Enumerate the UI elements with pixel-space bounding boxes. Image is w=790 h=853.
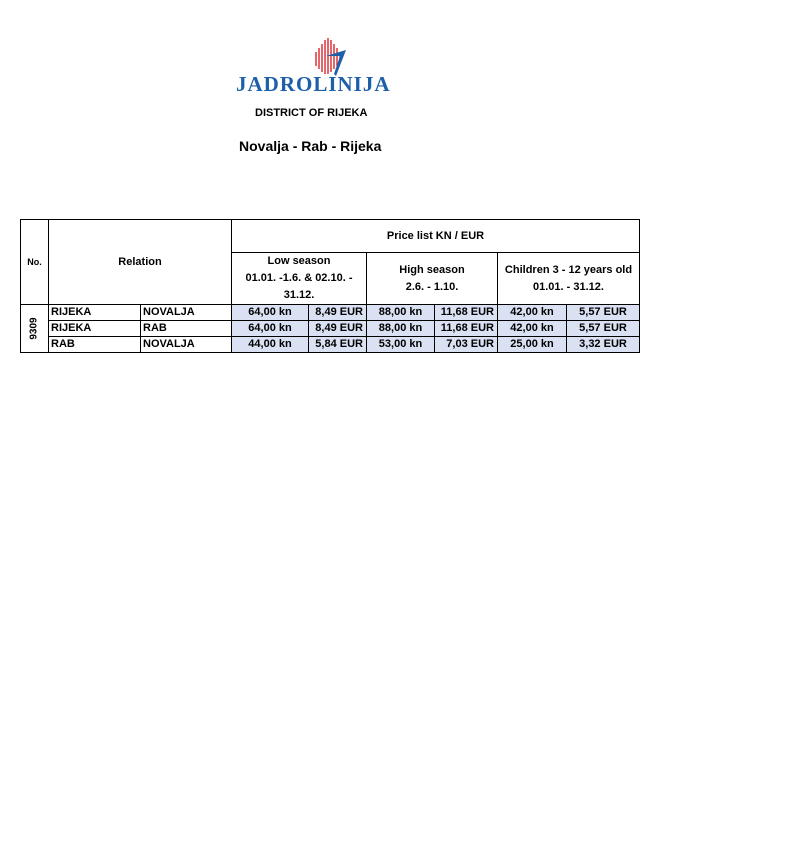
children-name: Children 3 - 12 years old [504,263,633,276]
row-from: RAB [49,337,141,353]
header-children [498,253,640,305]
child-eur: 5,57 EUR [567,305,640,321]
row-to: NOVALJA [141,337,232,353]
low-kn: 44,00 kn [232,337,309,353]
line-number: 9309 [21,305,49,353]
high-season-name: High season [399,263,465,276]
row-from: RIJEKA [49,321,141,337]
low-season-dates: 01.01. -1.6. & 02.10. - 31.12. [245,272,353,301]
header-high-season [367,253,498,305]
page-title: Novalja - Rab - Rijeka [239,138,382,154]
high-eur: 7,03 EUR [435,337,498,353]
table-row [21,321,640,337]
low-eur: 8,49 EUR [309,321,367,337]
high-kn: 53,00 kn [367,337,435,353]
child-eur: 3,32 EUR [567,337,640,353]
low-kn: 64,00 kn [232,321,309,337]
header-relation: Relation [49,220,232,305]
high-kn: 88,00 kn [367,305,435,321]
table-row [21,305,640,321]
price-table [20,219,640,353]
table-row [21,337,640,353]
low-eur: 8,49 EUR [309,305,367,321]
brand-name: JADROLINIJA [236,72,391,96]
high-season-dates: 2.6. - 1.10. [405,280,459,293]
header-no: No. [21,220,49,305]
row-to: RAB [141,321,232,337]
child-kn: 25,00 kn [498,337,567,353]
low-eur: 5,84 EUR [309,337,367,353]
child-kn: 42,00 kn [498,305,567,321]
child-eur: 5,57 EUR [567,321,640,337]
children-dates: 01.01. - 31.12. [533,280,604,293]
high-eur: 11,68 EUR [435,305,498,321]
header-low-season [232,253,367,305]
high-kn: 88,00 kn [367,321,435,337]
row-to: NOVALJA [141,305,232,321]
child-kn: 42,00 kn [498,321,567,337]
high-eur: 11,68 EUR [435,321,498,337]
low-season-name: Low season [267,255,331,267]
low-kn: 64,00 kn [232,305,309,321]
row-from: RIJEKA [49,305,141,321]
district-label: DISTRICT OF RIJEKA [255,107,368,119]
header-price-list: Price list KN / EUR [232,220,640,253]
